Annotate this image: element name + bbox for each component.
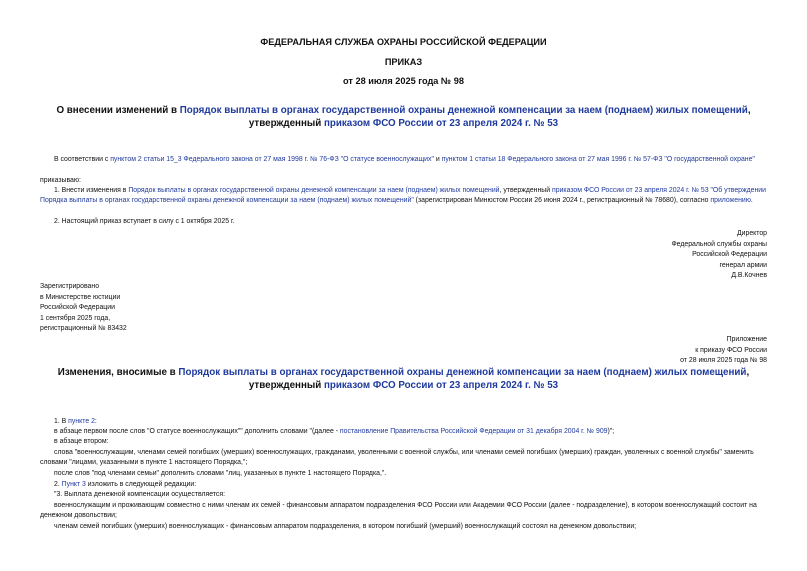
law-76-link[interactable]: пунктом 2 статьи 15_3 Федерального закона от 27 мая 1998 г. № 76-ФЗ "О статусе военнослужащих" xyxy=(110,156,434,163)
change-9: членам семей погибших (умерших) военнослужащих - финансовым аппаратом подразделения, в котором погибший (умерший) военнослужащий состоял на денежном довольствии; xyxy=(54,523,637,530)
order-word: приказываю: xyxy=(40,177,81,184)
item-1: 1. Внести изменения в Порядок выплаты в органах государственной охраны денежной компенсации за наем (поднаем) жилых помещений, утвержденный приказом ФСО России от 23 апреля 2024 г. № 53 "Об утверждении Порядка выплаты в органах государственной охраны денежной компенсации за наем (поднаем) жилых помещений" (зарегистрирован Минюстом России 26 июня 2024 г., регистрационный № 78680), согласно приложению. xyxy=(40,187,766,204)
change-3: в абзаце втором: xyxy=(54,438,109,445)
procedure-link-3[interactable]: Порядок выплаты в органах государственной охраны денежной компенсации за наем (поднаем) жилых помещений xyxy=(178,367,747,378)
order-date-number: от 28 июля 2025 года № 98 xyxy=(343,76,464,86)
page-title: О внесении изменений в Порядок выплаты в органах государственной охраны денежной компенсации за наем (поднаем) жилых помещений, утвержденный приказом ФСО России от 23 апреля 2024 г. № 53 xyxy=(56,105,751,129)
order-53-link[interactable]: приказом ФСО России от 23 апреля 2024 г. № 53 xyxy=(323,118,559,129)
item-2: 2. Настоящий приказ вступает в силу с 1 октября 2025 г. xyxy=(54,218,235,225)
change-5: после слов "под членами семьи" дополнить словами "лиц, указанных в пункте 1 настоящего Порядка,". xyxy=(54,470,387,477)
procedure-link[interactable]: Порядок выплаты в органах государственной охраны денежной компенсации за наем (поднаем) жилых помещений xyxy=(179,105,748,116)
law-57-link[interactable]: пунктом 1 статьи 18 Федерального закона от 27 мая 1996 г. № 57-ФЗ "О государственной охране" xyxy=(441,156,755,163)
order-53-full-link[interactable]: приказом ФСО России от 23 апреля 2024 г. № 53 "Об утверждении Порядка выплаты в органах государственной охраны денежной компенсации за наем (поднаем) жилых помещений" xyxy=(40,187,766,204)
signature-block: Директор Федеральной службы охраны Российской Федерации генерал армии Д.В.Кочнев xyxy=(671,230,767,279)
agency-name: ФЕДЕРАЛЬНАЯ СЛУЖБА ОХРАНЫ РОССИЙСКОЙ ФЕДЕРАЦИИ xyxy=(260,37,547,47)
appendix-link[interactable]: приложению xyxy=(710,196,751,204)
registration-block: Зарегистрировано в Министерстве юстиции Российской Федерации 1 сентября 2025 года, регистрационный № 83432 xyxy=(40,283,127,332)
preamble: В соответствии с пунктом 2 статьи 15_3 Федерального закона от 27 мая 1998 г. № 76-ФЗ "О статусе военнослужащих" и пунктом 1 статьи 18 Федерального закона от 27 мая 1996 г. № 57-ФЗ "О государственной охране" xyxy=(54,156,755,163)
change-1: 1. В пункте 2: xyxy=(54,418,97,425)
change-4: слова "военнослужащим, членами семей погибших (умерших) военнослужащих, гражданами, уволенными с военной службы, или членами семей погибших (умерших) граждан, уволенных с военной службы" заменить словами "лицами, указанными в пункте 1 настоящего Порядка,"; xyxy=(40,449,754,466)
appendix-header: Приложение к приказу ФСО России от 28 июля 2025 года № 98 xyxy=(680,336,767,364)
doc-type: ПРИКАЗ xyxy=(384,57,423,67)
procedure-link-2[interactable]: Порядок выплаты в органах государственной охраны денежной компенсации за наем (поднаем) жилых помещений xyxy=(128,187,500,194)
decree-909-link[interactable]: постановление Правительства Российской Федерации от 31 декабря 2004 г. № 909 xyxy=(339,428,608,435)
changes-title: Изменения, вносимые в Порядок выплаты в органах государственной охраны денежной компенсации за наем (поднаем) жилых помещений, утвержденный приказом ФСО России от 23 апреля 2024 г. № 53 xyxy=(57,367,750,391)
point-2-link[interactable]: пункте 2 xyxy=(68,418,95,425)
point-3-link[interactable]: Пункт 3 xyxy=(61,481,86,488)
change-2: в абзаце первом после слов "О статусе военнослужащих"" дополнить словами "(далее - постановление Правительства Российской Федерации от 31 декабря 2004 г. № 909)"; xyxy=(54,428,615,435)
order-53-link-2[interactable]: приказом ФСО России от 23 апреля 2024 г. № 53 xyxy=(323,380,559,391)
change-6: 2. Пункт 3 изложить в следующей редакции: xyxy=(54,481,197,488)
change-7: "3. Выплата денежной компенсации осуществляется: xyxy=(54,491,225,498)
change-8: военнослужащим и проживающим совместно с ними членам их семей - финансовым аппаратом подразделения ФСО России или Академии ФСО России (далее - подразделение), в котором военнослужащий состоит на денежном довольствии; xyxy=(40,502,757,519)
